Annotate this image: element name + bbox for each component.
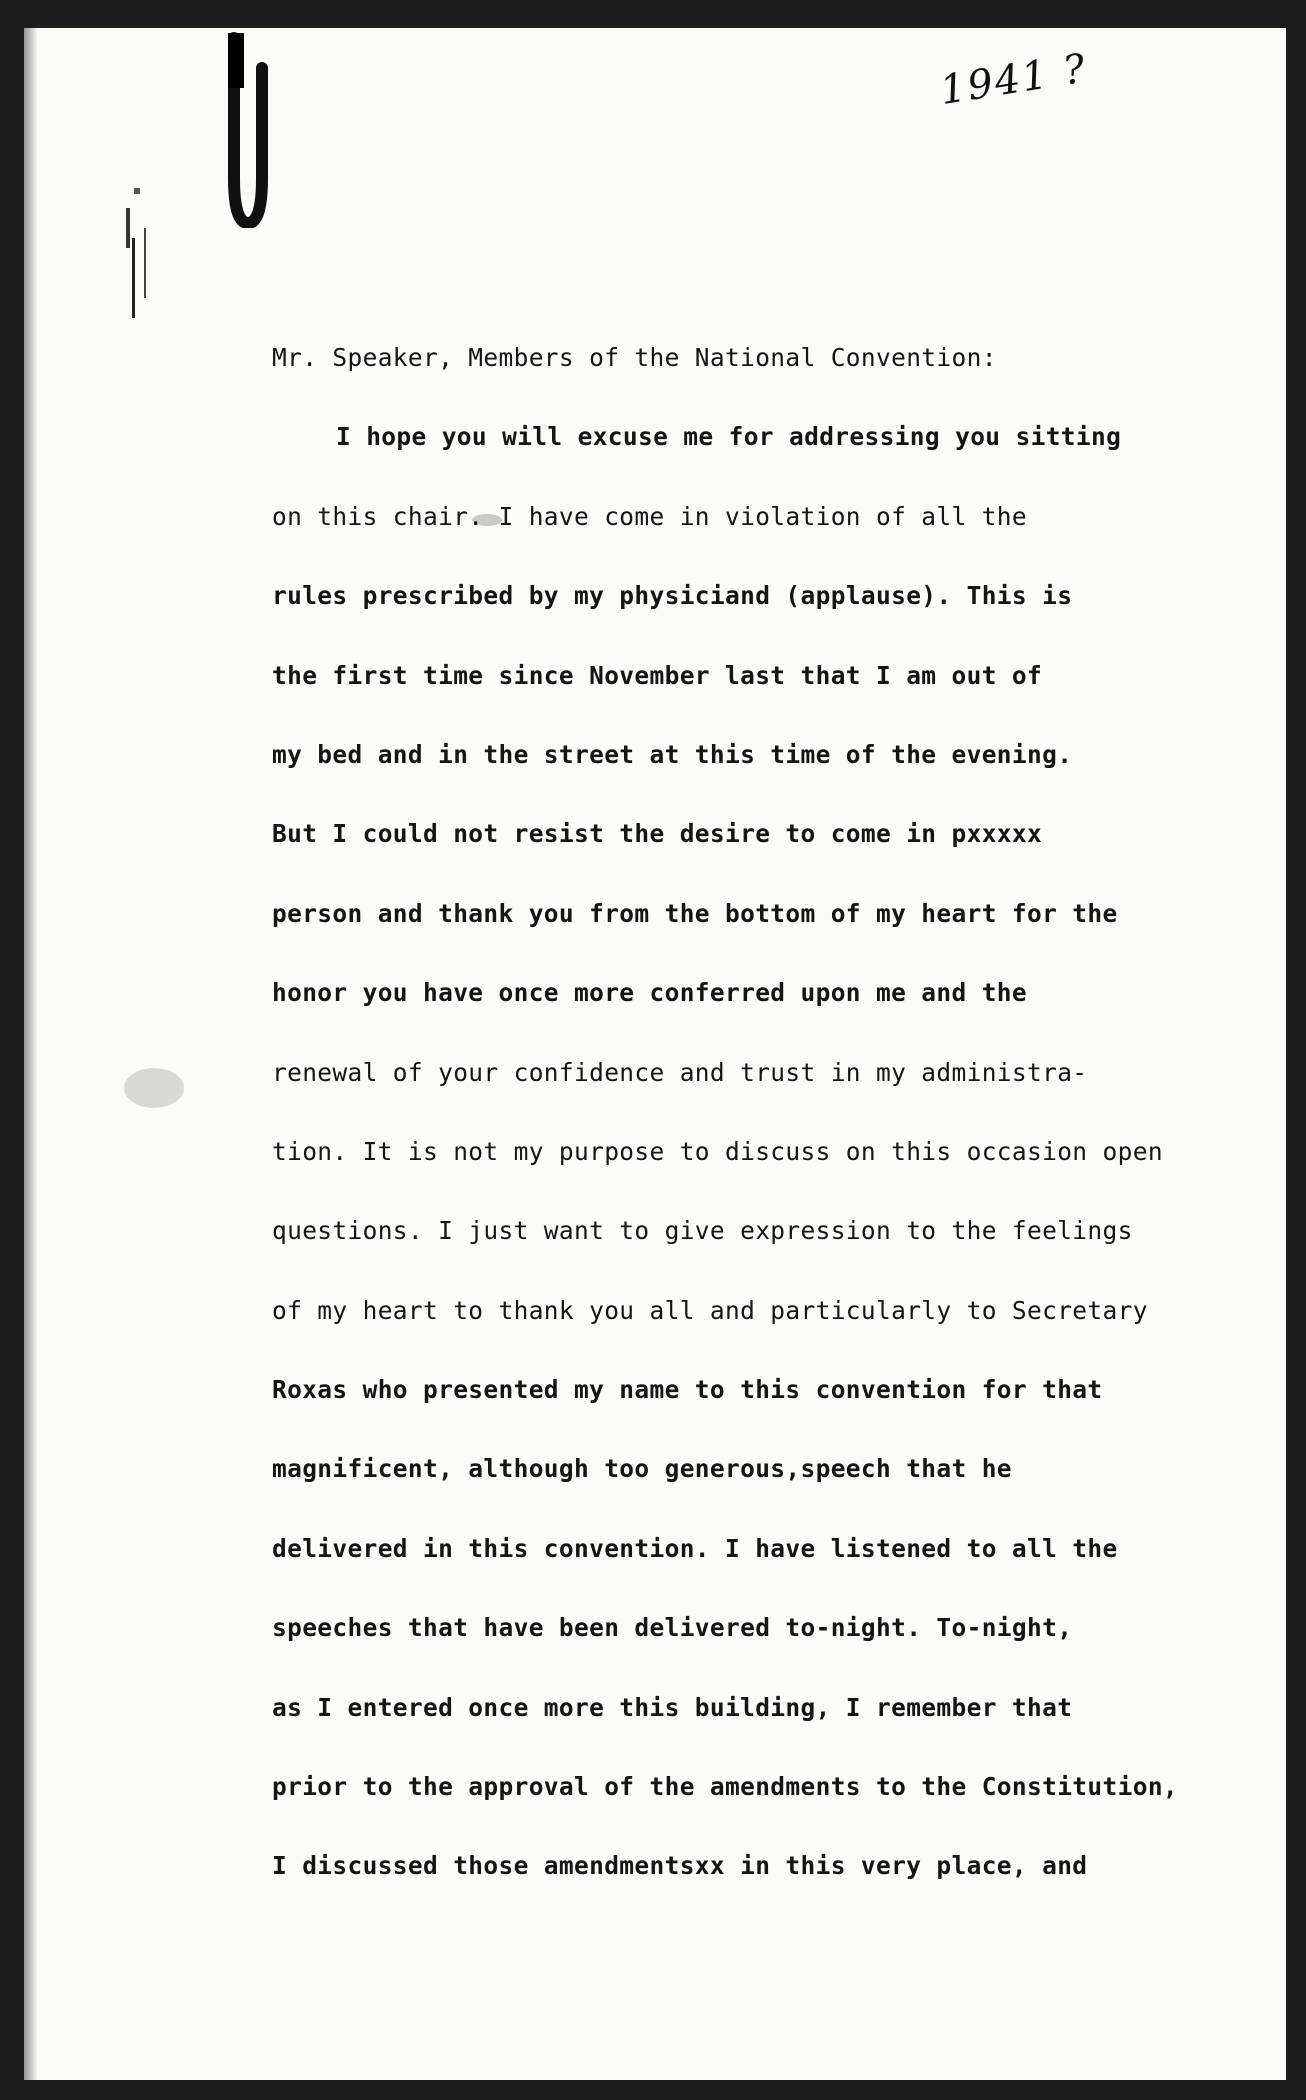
text-line: Roxas who presented my name to this convention for that — [272, 1375, 1103, 1405]
text-line: rules prescribed by my physiciand (applause). This is — [272, 581, 1073, 611]
text-line: of my heart to thank you all and particularly to Secretary — [272, 1295, 1148, 1325]
text-line: I hope you will excuse me for addressing you sitting — [336, 422, 1122, 452]
document-page — [24, 28, 1286, 2080]
text-line: questions. I just want to give expression to the feelings — [272, 1216, 1133, 1246]
text-line: But I could not resist the desire to come in pxxxxx — [272, 819, 1043, 849]
text-line: speeches that have been delivered to-night. To-night, — [272, 1613, 1073, 1643]
text-line: magnificent, although too generous,speech that he — [272, 1454, 1012, 1484]
text-line: person and thank you from the bottom of my heart for the — [272, 898, 1118, 928]
text-line: the first time since November last that I am out of — [272, 660, 1043, 690]
salutation-line: Mr. Speaker, Members of the National Convention: — [272, 343, 997, 372]
paper-clip-mark — [214, 28, 270, 228]
text-line: prior to the approval of the amendments to the Constitution, — [272, 1772, 1179, 1802]
text-line: renewal of your confidence and trust in my administra- — [272, 1057, 1088, 1087]
scan-edge-shadow — [24, 28, 38, 2080]
text-line: delivered in this convention. I have listened to all the — [272, 1533, 1118, 1563]
text-line: as I entered once more this building, I remember that — [272, 1692, 1073, 1722]
text-line: honor you have once more conferred upon me and the — [272, 978, 1028, 1008]
speech-text — [272, 318, 1272, 1906]
text-line: I discussed those amendmentsxx in this very place, and — [272, 1851, 1088, 1881]
text-line: on this chair. I have come in violation of all the — [272, 501, 1028, 531]
text-line: tion. It is not my purpose to discuss on this occasion open — [272, 1136, 1163, 1166]
scan-smudge — [124, 1068, 184, 1108]
text-line: my bed and in the street at this time of the evening. — [272, 739, 1073, 769]
handwritten-date-note: 1941 ? — [936, 45, 1091, 114]
punch-hole-marks — [104, 188, 164, 338]
